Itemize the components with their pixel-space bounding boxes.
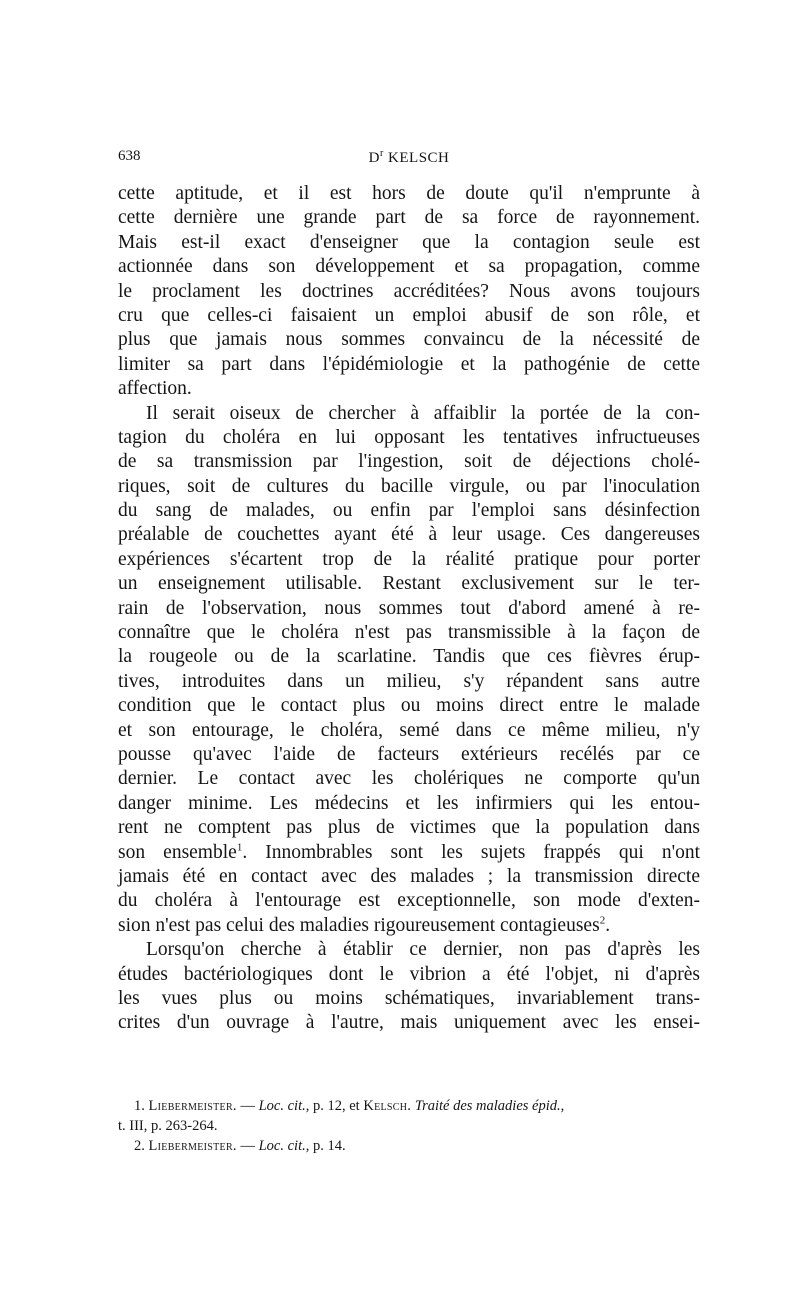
text-line: riques, soit de cultures du bacille virgule, ou par l'inoculation (118, 475, 700, 497)
text-line: tagion du choléra en lui opposant les tentatives infructueuses (118, 426, 700, 448)
footnote-author: Kelsch. (363, 1098, 412, 1114)
footnote-1-continuation: t. III, p. 263-264. (118, 1118, 218, 1134)
line-start: son ensemble (118, 841, 237, 863)
footnote-number: 2. (134, 1138, 145, 1154)
footnote-2 (118, 1136, 700, 1156)
text-line: études bactériologiques dont le vibrion a été l'objet, ni d'après (118, 963, 700, 985)
text-line: condition que le contact plus ou moins direct entre le malade (118, 695, 700, 717)
footnote-dash: — (236, 1138, 259, 1154)
text-line: de sa transmission par l'ingestion, soit de déjections cholé- (118, 451, 700, 473)
text-line: Mais est-il exact d'enseigner que la contagion seule est (118, 231, 700, 253)
text-line: rain de l'observation, nous sommes tout d'abord amené à re- (118, 597, 700, 619)
text-line: pousse qu'avec l'aide de facteurs extérieurs recélés par ce (118, 743, 700, 765)
footnote-text: , p. 14. (305, 1138, 346, 1154)
footnote-ref-text: Loc. cit. (258, 1138, 306, 1154)
text-line: cru que celles-ci faisaient un emploi abusif de son rôle, et (118, 304, 700, 326)
text-line: rent ne comptent pas plus de victimes que la population dans (118, 817, 700, 839)
text-line: le proclament les doctrines accréditées? Nous avons toujours (118, 280, 700, 302)
footnote-number: 1. (134, 1098, 145, 1114)
running-head (118, 148, 700, 167)
footnote-title: Traité des maladies épid. (411, 1098, 561, 1114)
text-line: affection. (118, 378, 192, 400)
text-line: et son entourage, le choléra, semé dans ce même milieu, n'y (118, 719, 700, 741)
line-start: sion n'est pas celui des maladies rigoureusement contagieuses (118, 914, 600, 936)
page-header (118, 148, 700, 172)
body-text (118, 182, 700, 1036)
author-prefix: D (368, 150, 380, 166)
text-line: du choléra à l'entourage est exceptionnelle, son mode d'exten- (118, 890, 700, 912)
footnote-ref-2: 2 (599, 914, 606, 927)
text-line: actionnée dans son développement et sa propagation, comme (118, 256, 700, 278)
text-line: plus que jamais nous sommes convaincu de la nécessité de (118, 329, 700, 351)
text-line: la rougeole ou de la scarlatine. Tandis que ces fièvres érup- (118, 646, 700, 668)
footnote-1 (118, 1096, 700, 1116)
text-line: un enseignement utilisable. Restant exclusivement sur le ter- (118, 573, 700, 595)
page-number: 638 (118, 148, 141, 164)
line-end: . (605, 914, 611, 936)
text-line: jamais été en contact avec des malades ; la transmission directe (118, 865, 700, 887)
text-line: préalable de couchettes ayant été à leur usage. Ces dangereuses (118, 524, 700, 546)
footnote-dash: — (236, 1098, 259, 1114)
text-line: expériences s'écartent trop de la réalité pratique pour porter (118, 548, 700, 570)
text-line: connaître que le choléra n'est pas transmissible à la façon de (118, 622, 700, 644)
footnotes (118, 1096, 700, 1156)
text-line: cette dernière une grande part de sa force de rayonnement. (118, 207, 700, 229)
text-line: tives, introduites dans un milieu, s'y répandent sans autre (118, 670, 700, 692)
text-line: du sang de malades, ou enfin par l'emploi sans désinfection (118, 500, 700, 522)
line-rest: . Innombrables sont les sujets frappés qui n'ont (242, 841, 700, 863)
footnote-text: , p. 12, et (305, 1098, 364, 1114)
text-line: crites d'un ouvrage à l'autre, mais uniquement avec les ensei- (118, 1012, 700, 1034)
text-line: les vues plus ou moins schématiques, invariablement trans- (118, 987, 700, 1009)
text-line (118, 841, 700, 865)
text-line (118, 914, 700, 938)
text-line: limiter sa part dans l'épidémiologie et la pathogénie de cette (118, 353, 700, 375)
paragraph-start-line: Il serait oiseux de chercher à affaiblir la portée de la con- (146, 402, 700, 424)
footnote-ref-text: Loc. cit. (258, 1098, 306, 1114)
footnote-author: Liebermeister. (148, 1098, 237, 1114)
text-line: cette aptitude, et il est hors de doute qu'il n'emprunte à (118, 183, 700, 204)
footnote-author: Liebermeister. (148, 1138, 237, 1154)
footnote-text: , (560, 1098, 565, 1114)
text-line: dernier. Le contact avec les cholériques ne comporte qu'un (118, 768, 700, 790)
author-name: KELSCH (388, 150, 450, 166)
author-prefix-sup: r (379, 148, 384, 159)
text-line: danger minime. Les médecins et les infirmiers qui les entou- (118, 792, 700, 814)
paragraph-start-line: Lorsqu'on cherche à établir ce dernier, non pas d'après les (146, 939, 700, 961)
footnote-ref-1: 1 (236, 841, 243, 854)
